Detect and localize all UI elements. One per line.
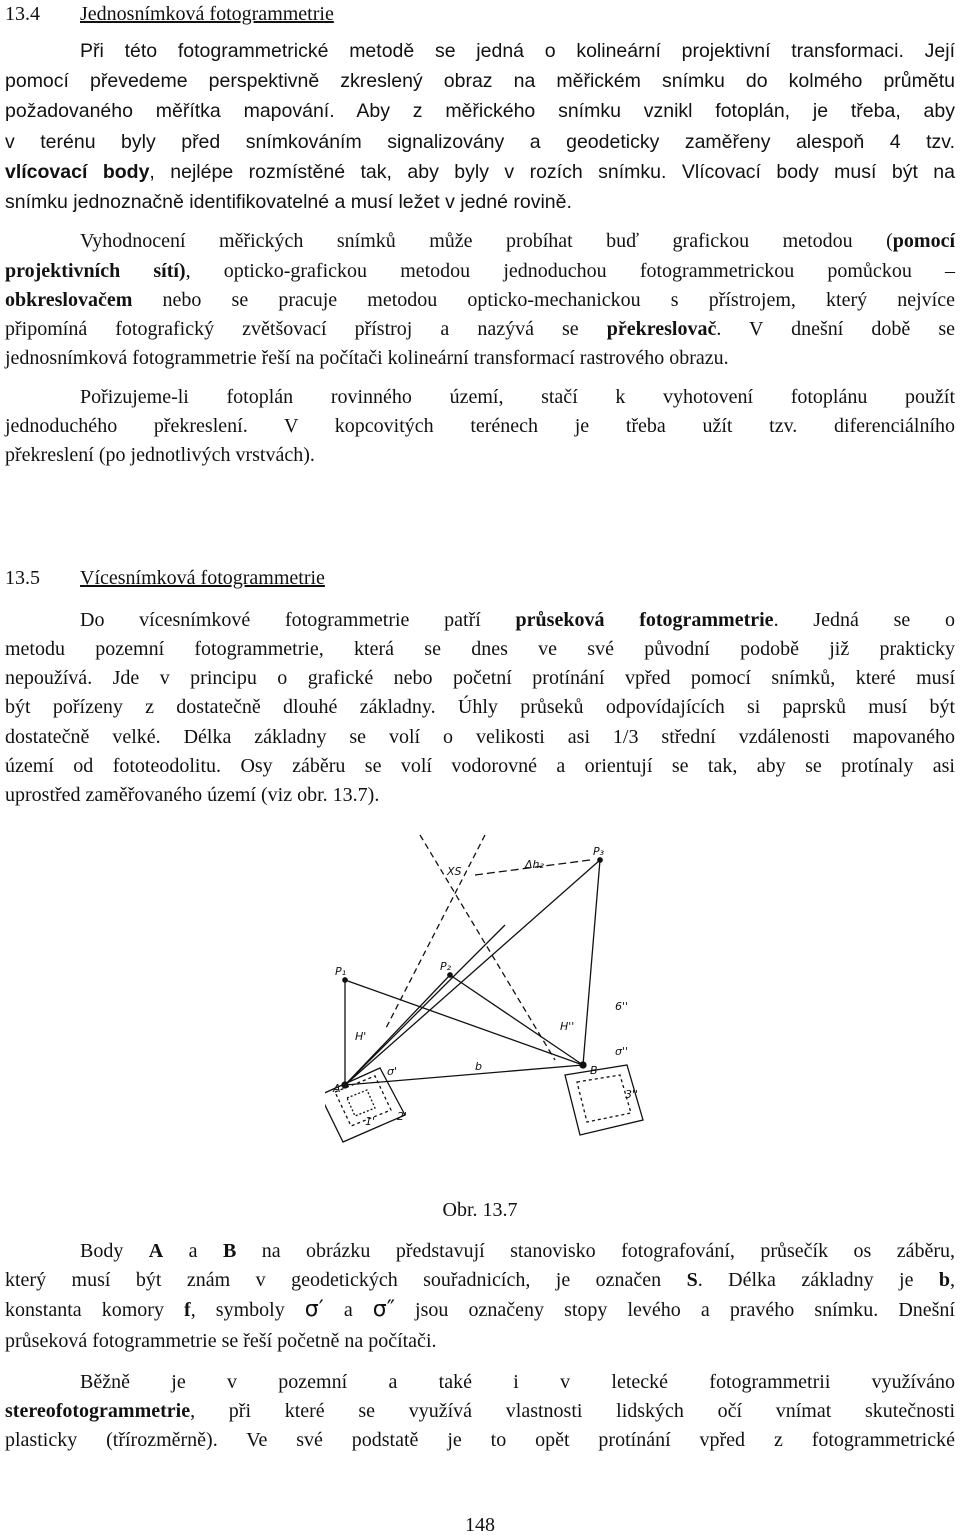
paragraph-line bbox=[80, 229, 955, 253]
paragraph-line: překreslení (po jednotlivých vrstvách). bbox=[5, 444, 315, 466]
paragraph-line bbox=[5, 288, 955, 312]
text-span: Vyhodnocení měřických snímků může probíhat buď grafickou metodou ( bbox=[80, 230, 893, 252]
text-span: nebo se pracuje metodou opticko-mechanickou s přístrojem, který nejvíce bbox=[132, 289, 955, 311]
paragraph-line: Při této fotogrammetrické metodě se jedná o kolineární projektivní transformaci. Její bbox=[80, 40, 955, 62]
text-span: konstanta komory bbox=[5, 1299, 185, 1321]
paragraph-line bbox=[5, 259, 955, 283]
label-three: 3'' bbox=[625, 1088, 639, 1101]
paragraph-line: uprostřed zaměřovaného území (viz obr. 13.7). bbox=[5, 784, 380, 806]
text-span: . Jedná se o bbox=[773, 609, 955, 631]
text-span: , symboly bbox=[190, 1299, 305, 1321]
section-heading-13-5 bbox=[5, 566, 325, 590]
axis-line bbox=[385, 835, 485, 1030]
paragraph-line: Pořizujeme-li fotoplán rovinného území, stačí k vyhotovení fotoplánu použít bbox=[80, 386, 955, 408]
paragraph-line: průseková fotogrammetrie se řeší početně na počítači. bbox=[5, 1330, 437, 1352]
text-span: jsou označeny stopy levého a pravého snímku. Dnešní bbox=[394, 1299, 955, 1321]
label-delta-h: Δh₂ bbox=[525, 858, 544, 871]
paragraph-line: být pořízeny z dostatečně dlouhé základny. Úhly průseků odpovídajících si paprsků musí být bbox=[5, 696, 955, 718]
bold-term: B bbox=[222, 1240, 237, 1262]
sigma-left-symbol: σ′ bbox=[304, 1297, 324, 1322]
bold-term: A bbox=[148, 1240, 164, 1262]
paragraph-line: Běžně je v pozemní a také i v letecké fotogrammetrii využíváno bbox=[80, 1371, 955, 1393]
bold-term: pomocí bbox=[892, 230, 955, 252]
text-span: , při které se využívá vlastnosti lidských očí vnímat skutečnosti bbox=[190, 1400, 955, 1422]
text-span: , opticko-grafickou metodou jednoduchou fotogrammetrickou pomůckou – bbox=[185, 260, 955, 282]
label-p1: P₁ bbox=[335, 965, 347, 978]
text-span: . V dnešní době se bbox=[716, 318, 955, 340]
label-sigma-right: σ'' bbox=[615, 1045, 629, 1058]
paragraph-line bbox=[5, 1399, 955, 1423]
text-span: Body bbox=[80, 1240, 149, 1262]
text-span: požadovaného měřítka mapování. bbox=[5, 100, 335, 122]
point-p1-marker bbox=[343, 978, 347, 982]
paragraph-line: dostatečně velké. Délka základny se volí o velikosti asi 1/3 střední vzdálenosti mapovaného bbox=[5, 726, 955, 748]
bold-term: f bbox=[184, 1299, 191, 1321]
label-b: B bbox=[590, 1064, 598, 1077]
paragraph-line bbox=[5, 160, 955, 184]
text-span: a bbox=[323, 1299, 373, 1321]
section-number: 13.4 bbox=[5, 3, 40, 25]
label-h1: H' bbox=[355, 1030, 367, 1043]
point-p2-marker bbox=[448, 973, 452, 977]
label-sigma-left: σ' bbox=[387, 1065, 397, 1078]
text-span: který musí být znám v geodetických souřadnicích, je označen bbox=[5, 1269, 687, 1291]
paragraph-line bbox=[5, 1268, 955, 1292]
text-span: Do vícesnímkové fotogrammetrie patří bbox=[80, 609, 516, 631]
paragraph-line: jednosnímková fotogrammetrie řeší na počítači kolineární transformací rastrového obrazu. bbox=[5, 347, 729, 369]
bold-term: průseková fotogrammetrie bbox=[515, 609, 774, 631]
paragraph-line: v terénu byly před snímkováním signalizovány a geodeticky zaměřeny alespoň 4 tzv. bbox=[5, 131, 955, 153]
paragraph-line: metodu pozemní fotogrammetrie, která se dnes ve své původní podobě již prakticky bbox=[5, 638, 955, 660]
text-span: , bbox=[950, 1269, 956, 1291]
point-p3-marker bbox=[598, 858, 602, 862]
section-title: Vícesnímková fotogrammetrie bbox=[80, 567, 325, 589]
bold-term: stereofotogrammetrie bbox=[5, 1400, 191, 1422]
bold-term: S bbox=[686, 1269, 698, 1291]
text-span: . Délka základny je bbox=[697, 1269, 939, 1291]
paragraph-line bbox=[5, 99, 955, 123]
figure-caption: Obr. 13.7 bbox=[442, 1199, 518, 1221]
paragraph-line bbox=[5, 317, 955, 341]
bold-term: projektivních sítí) bbox=[5, 260, 186, 282]
label-baseline-b: b bbox=[475, 1060, 482, 1073]
label-xs: XS bbox=[447, 865, 462, 878]
ray-line bbox=[345, 980, 583, 1065]
point-b-marker bbox=[580, 1062, 586, 1068]
paragraph-line: nepoužívá. Jde v principu o grafické nebo početní protínání vpřed pomocí snímků, které musí bbox=[5, 667, 955, 689]
bold-term: obkreslovačem bbox=[5, 289, 133, 311]
bold-term: b bbox=[938, 1269, 951, 1291]
section-number: 13.5 bbox=[5, 567, 40, 589]
label-two: 2' bbox=[397, 1110, 408, 1123]
paragraph-line: pomocí převedeme perspektivně zkreslený obraz na měřickém snímku do kolmého průmětu bbox=[5, 70, 955, 92]
label-p3: P₃ bbox=[593, 845, 605, 858]
bold-term: vlícovací body bbox=[5, 161, 150, 183]
section-heading-13-4 bbox=[5, 2, 334, 26]
text-span: připomíná fotografický zvětšovací přístroj a nazývá se bbox=[5, 318, 607, 340]
figure-intersection-photogrammetry bbox=[325, 830, 655, 1180]
paragraph-line: území od fototeodolitu. Osy záběru se volí vodorovné a orientují se tak, aby se protínaly asi bbox=[5, 755, 955, 777]
paragraph-line: snímku jednoznačně identifikovatelné a musí ležet v jedné rovině. bbox=[5, 191, 572, 213]
paragraph-line bbox=[80, 608, 955, 632]
ray-line bbox=[583, 860, 600, 1065]
paragraph-line: plasticky (třírozměrně). Ve své podstatě je to opět protínání vpřed z fotogrammetrické bbox=[5, 1429, 955, 1451]
label-a: A bbox=[333, 1082, 341, 1095]
page-number: 148 bbox=[465, 1514, 495, 1536]
label-six: 6'' bbox=[615, 1000, 629, 1013]
label-p2: P₂ bbox=[440, 960, 452, 973]
text-span: , nejlépe rozmístěné tak, aby byly v rozích snímku. Vlícovací body musí být na bbox=[149, 161, 956, 183]
point-a-marker bbox=[342, 1082, 348, 1088]
section-title: Jednosnímková fotogrammetrie bbox=[80, 3, 334, 25]
bold-term: překreslovač bbox=[606, 318, 717, 340]
left-photo-frame bbox=[325, 1068, 408, 1142]
paragraph-line: jednoduchého překreslení. V kopcovitých terénech je třeba užít tzv. diferenciálního bbox=[5, 415, 955, 437]
text-span: a bbox=[163, 1240, 223, 1262]
paragraph-line bbox=[80, 1239, 955, 1263]
paragraph-line bbox=[5, 1298, 955, 1322]
label-h2: H'' bbox=[560, 1020, 575, 1033]
text-span: na obrázku představují stanovisko fotografování, průsečík os záběru, bbox=[236, 1240, 956, 1262]
text-span: Aby z měřického snímku vznikl fotoplán, je třeba, aby bbox=[334, 100, 955, 122]
label-one: 1' bbox=[365, 1115, 376, 1128]
sigma-right-symbol: σ″ bbox=[372, 1297, 395, 1322]
